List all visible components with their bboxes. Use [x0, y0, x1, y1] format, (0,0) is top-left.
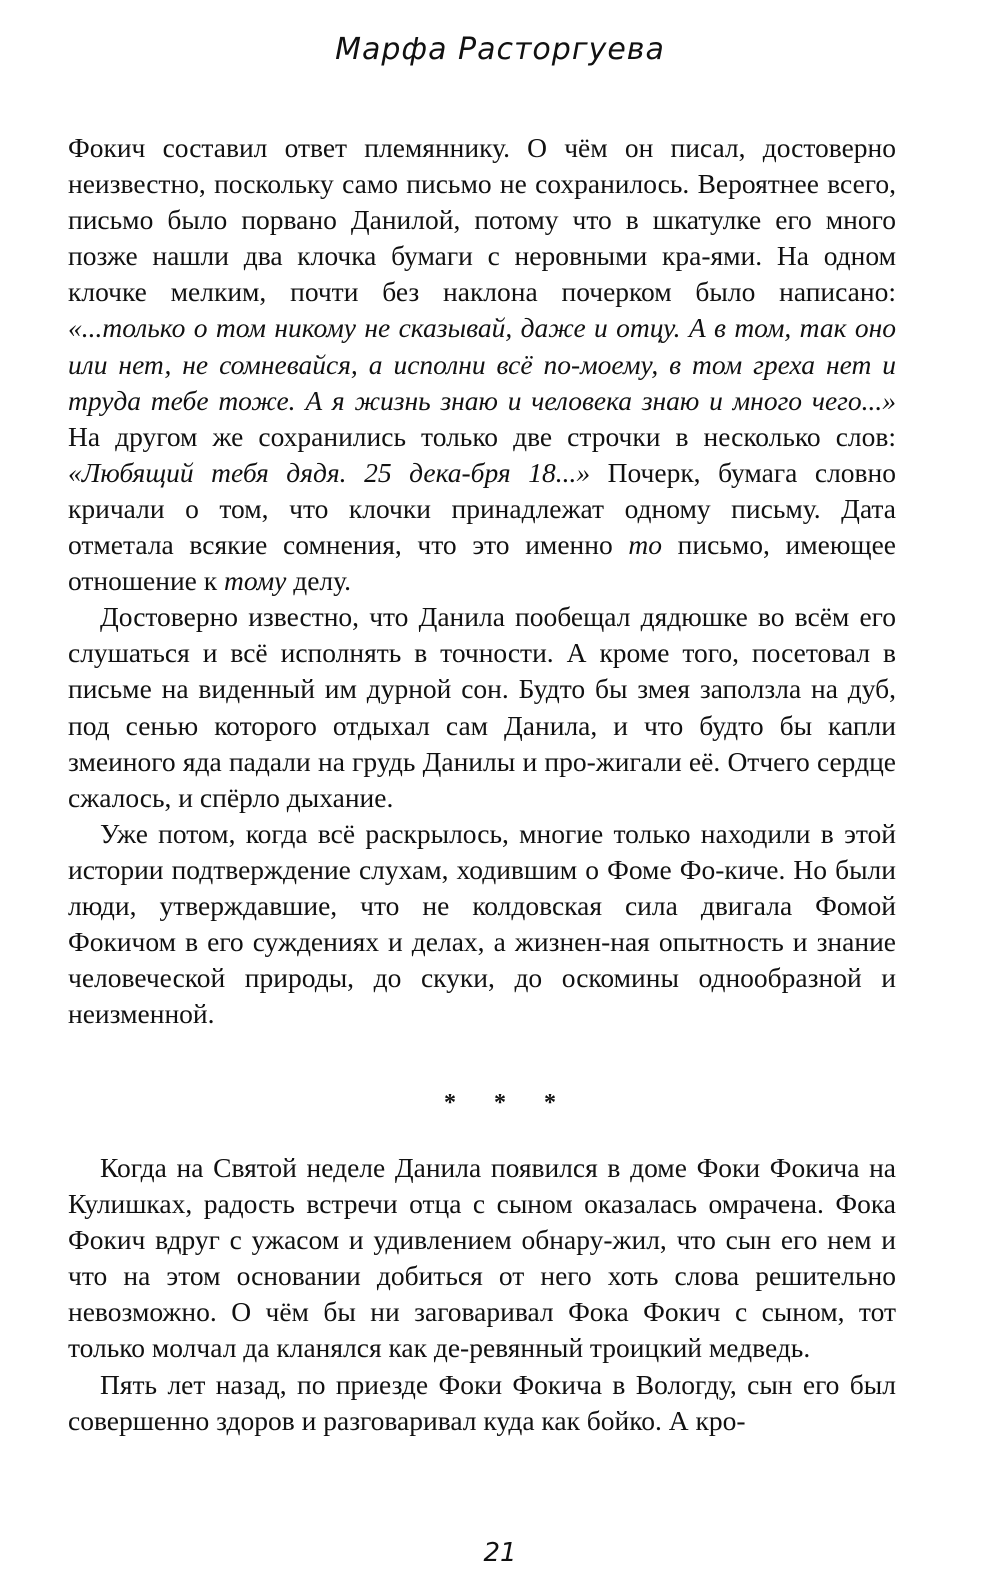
text-block-upper [68, 130, 896, 1032]
paragraph-5: Пять лет назад, по приезде Фоки Фокича в Вологду, сын его был совершенно здоров и разговаривал куда как бойко. А кро- [68, 1368, 896, 1436]
text-block-lower [68, 1150, 896, 1439]
paragraph-4: Когда на Святой неделе Данила появился в доме Фоки Фокича на Кулишках, радость встречи отца с сыном оказалась омрачена. Фока Фокич вдруг с ужасом и удивлением обнару-жил, что сын его нем и что на этом основании добиться от него хоть слова решительно невозможно. О чём бы ни заговаривал Фока Фокич с сыном, тот только молчал да кланялся как де-ревянный троицкий медведь. [68, 1152, 896, 1364]
section-break-asterisks: * * * [444, 1090, 572, 1116]
page-number: 21 [483, 1538, 517, 1568]
paragraph-1-text-3: Почерк, бумага словно кричали о том, что клочки принадлежат одному письму. Дата отметала всякие сомнения, что это именно [68, 456, 896, 561]
emphasis-to: то [628, 529, 662, 561]
paragraph-1 [68, 130, 896, 599]
paragraph-1-text-5: делу. [286, 565, 352, 597]
paragraph-3: Уже потом, когда всё раскрылось, многие только находили в этой истории подтверждение слухам, ходившим о Фоме Фо-киче. Но были люди, утверждавшие, что не колдовская сила двигала Фомой Фокичом в его суждениях и делах, а жизнен-ная опытность и знание человеческой природы, до скуки, до оскомины однообразной и неизменной. [68, 817, 896, 1030]
paragraph-1-text-2: На другом же сохранились только две строчки в несколько слов: [68, 420, 896, 452]
quote-letter-fragment-1: «...только о том никому не сказывай, даже и отцу. А в том, так оно или нет, не сомневайся, а исполни всё по-моему, в том греха нет и труда тебе тоже. А я жизнь знаю и человека знаю и много чего...» [68, 312, 896, 416]
running-head-author: Марфа Расторгуева [335, 32, 665, 67]
paragraph-1-text-4: письмо, имеющее отношение к [68, 529, 896, 597]
quote-letter-fragment-2: «Любящий тебя дядя. 25 дека-бря 18...» [68, 456, 591, 488]
emphasis-tomu: тому [224, 565, 287, 597]
paragraph-1-text-1: Фокич составил ответ племяннику. О чём он писал, достоверно неизвестно, поскольку само письмо не сохранилось. Вероятнее всего, письмо было порвано Данилой, потому что в шкатулке его много позже нашли два клочка бумаги с неровными кра-ями. На одном клочке мелким, почти без наклона почерком было написано: [68, 132, 896, 308]
paragraph-2: Достоверно известно, что Данила пообещал дядюшке во всём его слушаться и всё исполнять в точности. А кроме того, посетовал в письме на виденный им дурной сон. Будто бы змея заползла на дуб, под сенью которого отдыхал сам Данила, и что будто бы капли змеиного яда падали на грудь Данилы и про-жигали её. Отчего сердце сжалось, и спёрло дыхание. [68, 601, 896, 813]
